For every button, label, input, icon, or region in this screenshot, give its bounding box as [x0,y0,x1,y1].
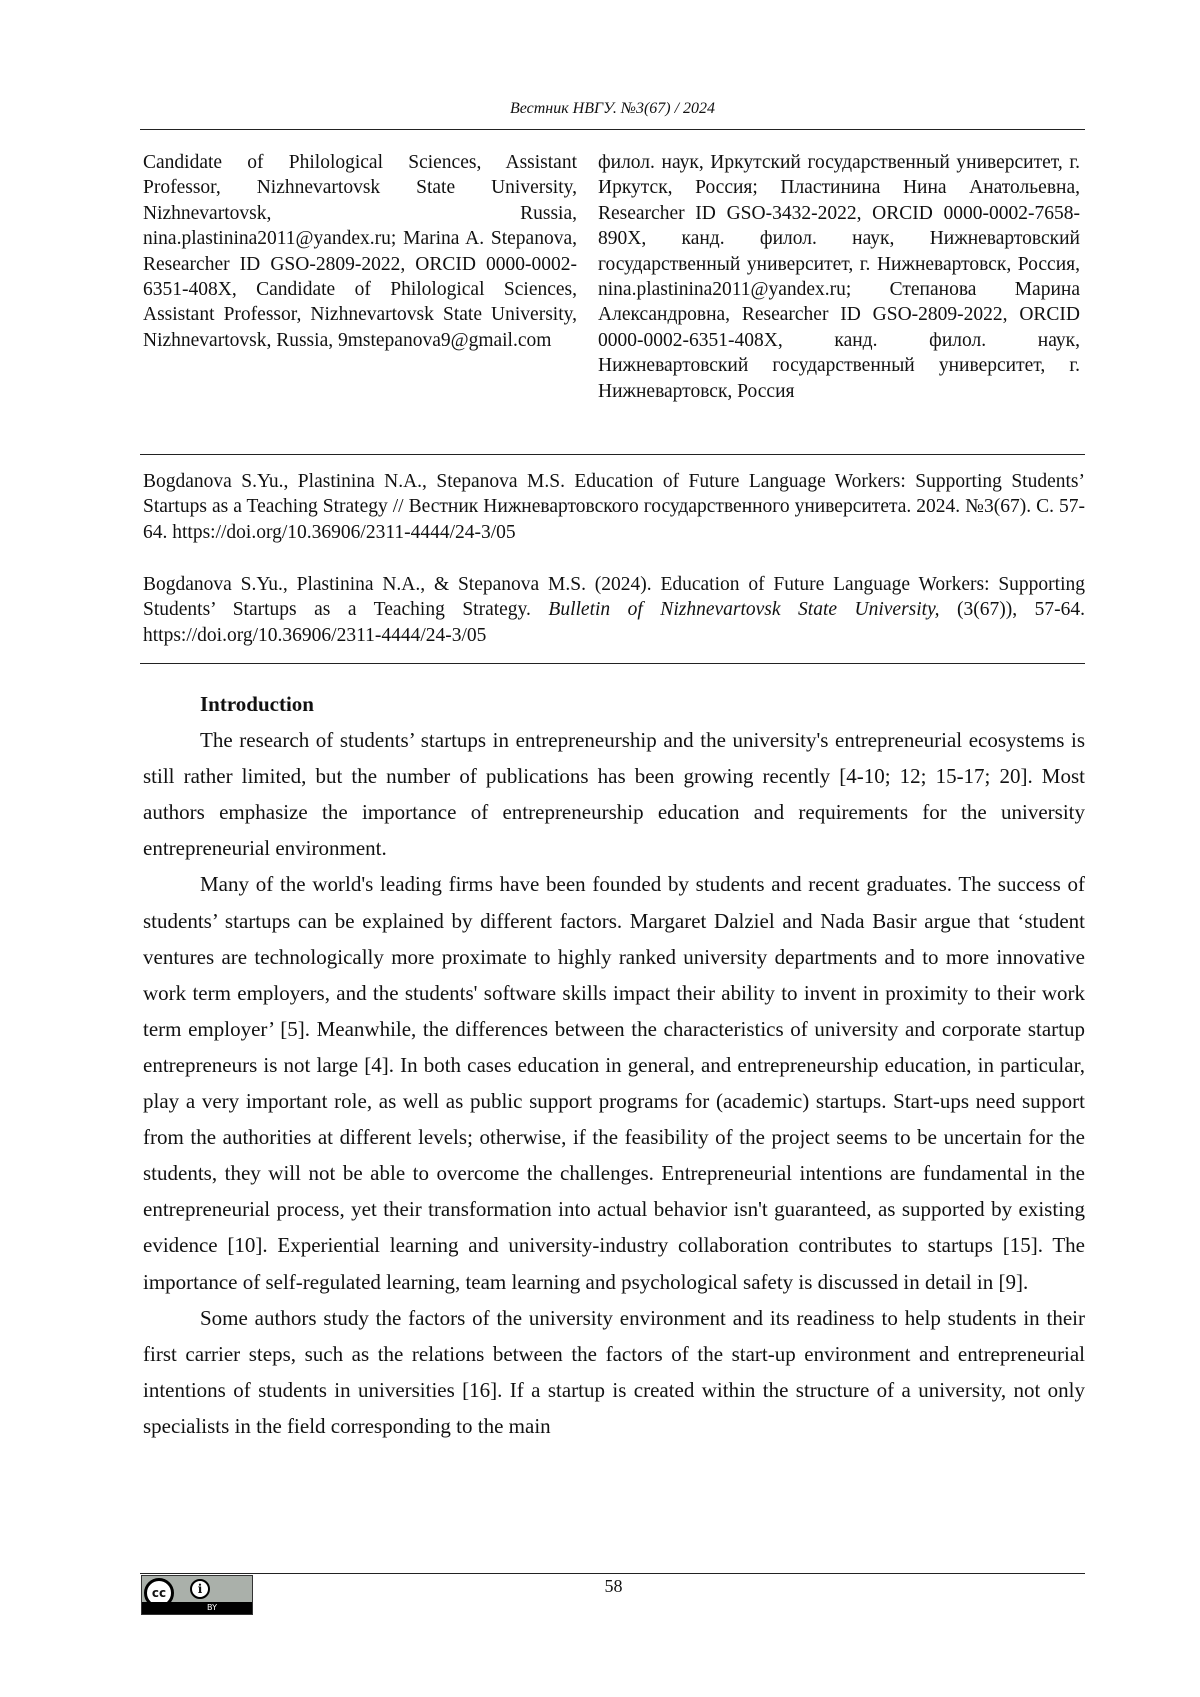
header-rule [140,129,1085,130]
author-info-russian: филол. наук, Иркутский государственный университет, г. Иркутск, Россия; Пластинина Нина Анатольевна, Researcher ID GSO-3432-2022, ORCID 0000-0002-7658-890X, канд. филол. наук, Нижневартовский государственный университет, г. Нижневартовск, Россия, nina.plastinina2011@yandex.ru; Степанова Марина Александровна, Researcher ID GSO-2809-2022, ORCID 0000-0002-6351-408X, канд. филол. наук, Нижневартовский государственный университет, г. Нижневартовск, Россия [598,150,1080,404]
authors-rule [140,454,1085,455]
citation-journal: Bulletin of Nizhnevartovsk State University, [548,599,939,620]
footer-rule [140,1573,1085,1574]
paragraph: Many of the world's leading firms have been founded by students and recent graduates. The success of students’ startups can be explained by different factors. Margaret Dalziel and Nada Basir argue that ‘student ventures are technologically more proximate to highly ranked university departments and to more innovative work term employers, and the students' software skills impact their ability to invent in proximity to their work term employer’ [5]. Meanwhile, the differences between the characteristics of university and corporate startup entrepreneurs is not large [4]. In both cases education in general, and entrepreneurship education, in particular, play a very important role, as well as public support programs for (academic) startups. Start-ups need support from the authorities at different levels; otherwise, if the feasibility of the project seems to be uncertain for the students, they will not be able to overcome the challenges. Entrepreneurial intentions are fundamental in the entrepreneurial process, yet their transformation into actual behavior isn't guaranteed, as supported by existing evidence [10]. Experiential learning and university-industry collaboration contributes to startups [15]. The importance of self-regulated learning, team learning and psychological safety is discussed in detail in [9]. [143,866,1085,1299]
author-info-english: Candidate of Philological Sciences, Assistant Professor, Nizhnevartovsk State University, Nizhnevartovsk, Russia, nina.plastinina2011@yandex.ru; Marina A. Stepanova, Researcher ID GSO-2809-2022, ORCID 0000-0002-6351-408X, Candidate of Philological Sciences, Assistant Professor, Nizhnevartovsk State University, Nizhnevartovsk, Russia, 9mstepanova9@gmail.com [143,150,577,353]
citation-pages: (3(67)), 57-64. https://doi.org/10.36906/2311-4444/24-3/05 [143,599,1085,645]
cc-icon: cc [144,1578,174,1608]
citation-english [143,572,1085,648]
attribution-icon: i [190,1579,210,1599]
paragraph: Some authors study the factors of the university environment and its readiness to help students in their first carrier steps, such as the relations between the factors of the start-up environment and entrepreneurial intentions of students in universities [16]. If a startup is created within the structure of a university, not only specialists in the field corresponding to the main [143,1300,1085,1444]
section-heading: Introduction [200,686,1085,722]
citation-text: Bogdanova S.Yu., Plastinina N.A., & Stepanova M.S. (2024). Education of Future Language Workers: Supporting Students’ Startups as a Teaching Strategy. [143,574,1085,620]
page-number: 58 [0,1576,1200,1597]
license-label: BY [142,1602,252,1614]
citation-rule [140,663,1085,664]
journal-header: Вестник НВГУ. №3(67) / 2024 [140,100,1085,118]
citation-russian: Bogdanova S.Yu., Plastinina N.A., Stepanova M.S. Education of Future Language Workers: Supporting Students’ Startups as a Teaching Strategy // Вестник Нижневартовского государственного университета. 2024. №3(67). С. 57-64. https://doi.org/10.36906/2311-4444/24-3/05 [143,469,1085,545]
article-body [143,686,1085,1444]
paragraph: The research of students’ startups in entrepreneurship and the university's entrepreneurial ecosystems is still rather limited, but the number of publications has been growing recently [4-10; 12; 15-17; 20]. Most authors emphasize the importance of entrepreneurship education and requirements for the university entrepreneurial environment. [143,722,1085,866]
